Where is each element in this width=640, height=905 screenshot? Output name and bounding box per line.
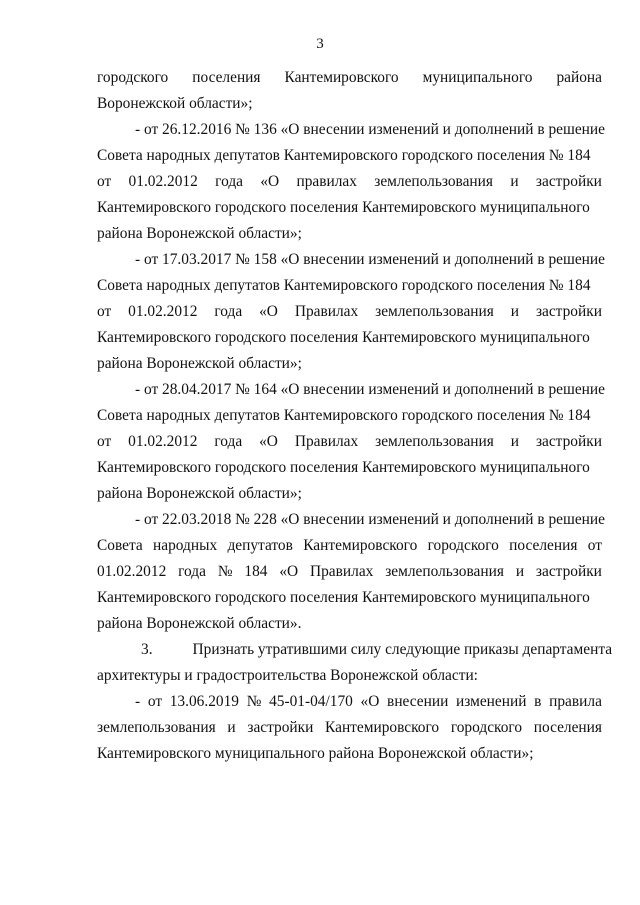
list-item-2019-170: - от 13.06.2019 № 45-01-04/170 «О внесении изменений в правила: [135, 693, 602, 710]
text-line-2: Воронежской области»;: [97, 95, 253, 112]
text-line-12: района Воронежской области»;: [97, 355, 302, 372]
text-line-19: Совета народных депутатов Кантемировского городского поселения от: [97, 537, 602, 554]
paragraph-number: 3.: [141, 641, 153, 658]
text-line-24: архитектуры и градостроительства Воронежской области:: [97, 667, 478, 684]
list-item-2017-164: - от 28.04.2017 № 164 «О внесении изменений и дополнений в решение: [135, 381, 605, 398]
text-line-5: от 01.02.2012 года «О правилах землепользования и застройки: [97, 173, 602, 190]
text-line-4: Совета народных депутатов Кантемировского городского поселения № 184: [97, 147, 591, 164]
text-line-17: района Воронежской области»;: [97, 485, 302, 502]
text-line-14: Совета народных депутатов Кантемировского городского поселения № 184: [97, 407, 591, 424]
text-line-1: городского поселения Кантемировского муниципального района: [97, 69, 602, 86]
text-line-20: 01.02.2012 года № 184 «О Правилах землепользования и застройки: [97, 563, 602, 580]
text-line-26: землепользования и застройки Кантемировского городского поселения: [97, 719, 602, 736]
list-item-2017-158: - от 17.03.2017 № 158 «О внесении изменений и дополнений в решение: [135, 251, 605, 268]
text-line-6: Кантемировского городского поселения Кантемировского муниципального: [97, 199, 590, 216]
text-line-10: от 01.02.2012 года «О Правилах землепользования и застройки: [97, 303, 602, 320]
numbered-paragraph-3: [97, 637, 613, 663]
document-body: [97, 65, 613, 767]
list-item-2016-136: - от 26.12.2016 № 136 «О внесении изменений и дополнений в решение: [135, 121, 605, 138]
text-line-21: Кантемировского городского поселения Кантемировского муниципального: [97, 589, 590, 606]
list-item-2018-228: - от 22.03.2018 № 228 «О внесении изменений и дополнений в решение: [135, 511, 605, 528]
paragraph-text: Признать утратившими силу следующие приказы департамента: [192, 641, 613, 658]
text-line-11: Кантемировского городского поселения Кантемировского муниципального: [97, 329, 590, 346]
page-number: 3: [316, 36, 324, 52]
text-line-16: Кантемировского городского поселения Кантемировского муниципального: [97, 459, 590, 476]
text-line-27: Кантемировского муниципального района Воронежской области»;: [97, 745, 534, 762]
text-line-9: Совета народных депутатов Кантемировского городского поселения № 184: [97, 277, 591, 294]
text-line-22: района Воронежской области».: [97, 615, 302, 632]
text-line-15: от 01.02.2012 года «О Правилах землепользования и застройки: [97, 433, 602, 450]
text-line-7: района Воронежской области»;: [97, 225, 302, 242]
